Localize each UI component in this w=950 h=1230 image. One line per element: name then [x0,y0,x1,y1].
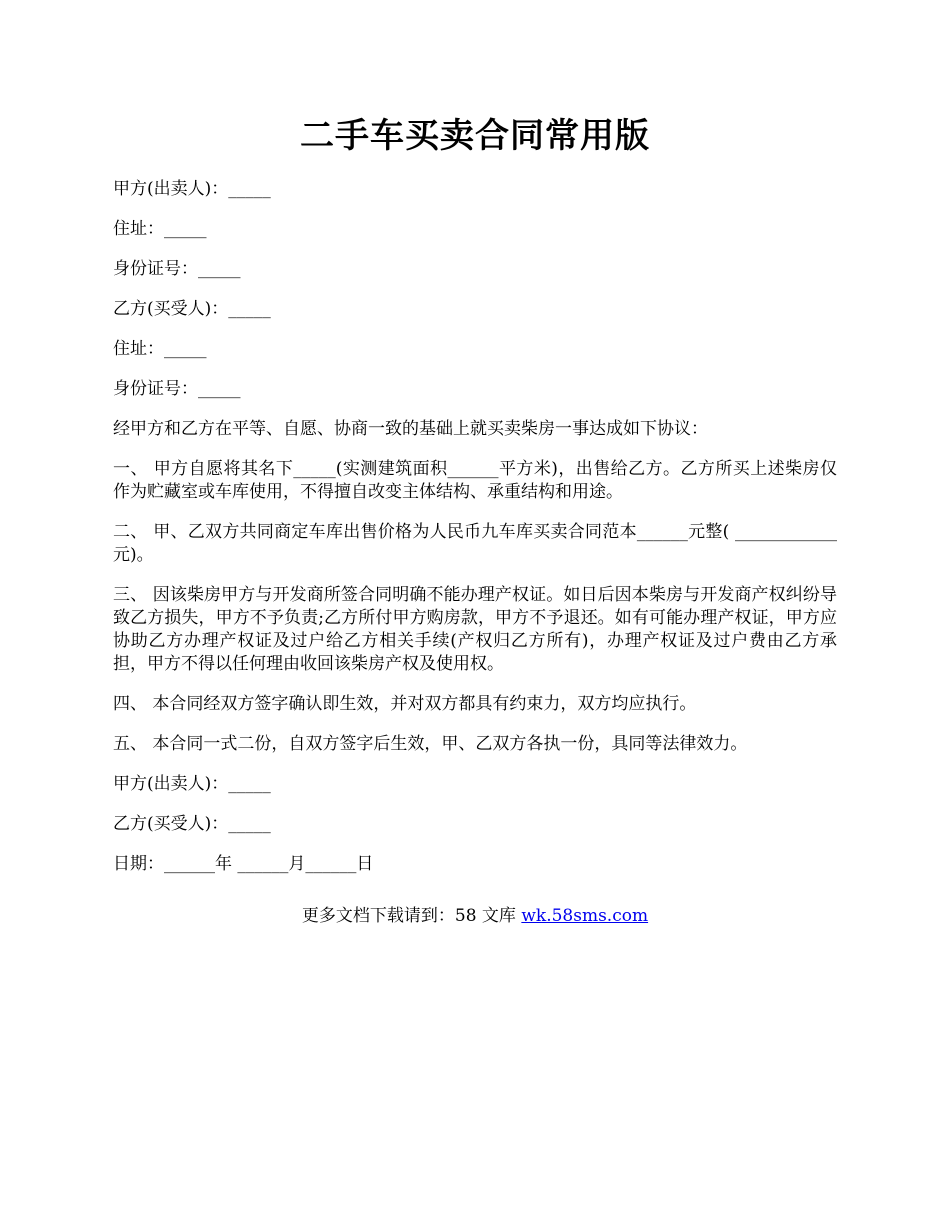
seller-address-line: 住址：_____ [113,219,207,239]
website-link[interactable]: wk.58sms.com [521,906,649,926]
buyer-address-line: 住址：_____ [113,339,207,359]
buyer-name-line: 乙方(买受人)：_____ [113,299,271,319]
seller-signature-line: 甲方(出卖人)：_____ [113,774,271,794]
document-body [113,178,837,893]
buyer-id-line: 身份证号：_____ [113,379,241,399]
agreement-intro: 经甲方和乙方在平等、自愿、协商一致的基础上就买卖柴房一事达成如下协议： [113,419,708,439]
clause-5: 五、 本合同一式二份，自双方签字后生效，甲、乙双方各执一份，具同等法律效力。 [113,734,748,754]
buyer-signature-line: 乙方(买受人)：_____ [113,814,271,834]
clause-1: 一、 甲方自愿将其名下_____(实测建筑面积______平方米)，出售给乙方。乙方所买上述柴房仅作为贮藏室或车库使用，不得擅自改变主体结构、承重结构和用途。 [113,459,837,502]
clause-3: 三、 因该柴房甲方与开发商所签合同明确不能办理产权证。如日后因本柴房与开发商产权纠纷导致乙方损失，甲方不予负责;乙方所付甲方购房款，甲方不予退还。如有可能办理产权证，甲方应协助乙方办理产权证及过户给乙方相关手续(产权归乙方所有)，办理产权证及过户费由乙方承担，甲方不得以任何理由收回该柴房产权及使用权。 [113,585,837,674]
clause-4: 四、 本合同经双方签字确认即生效，并对双方都具有约束力，双方均应执行。 [113,694,697,714]
download-footer [0,904,950,928]
seller-id-line: 身份证号：_____ [113,259,241,279]
document-title: 二手车买卖合同常用版 [300,116,650,156]
clause-2: 二、 甲、乙双方共同商定车库出售价格为人民币九车库买卖合同范本______元整( ____________元)。 [113,522,837,565]
footer-text: 更多文档下载请到：58 文库 [301,906,522,926]
date-line: 日期：______年 ______月______日 [113,854,374,874]
seller-name-line: 甲方(出卖人)：_____ [113,179,271,199]
